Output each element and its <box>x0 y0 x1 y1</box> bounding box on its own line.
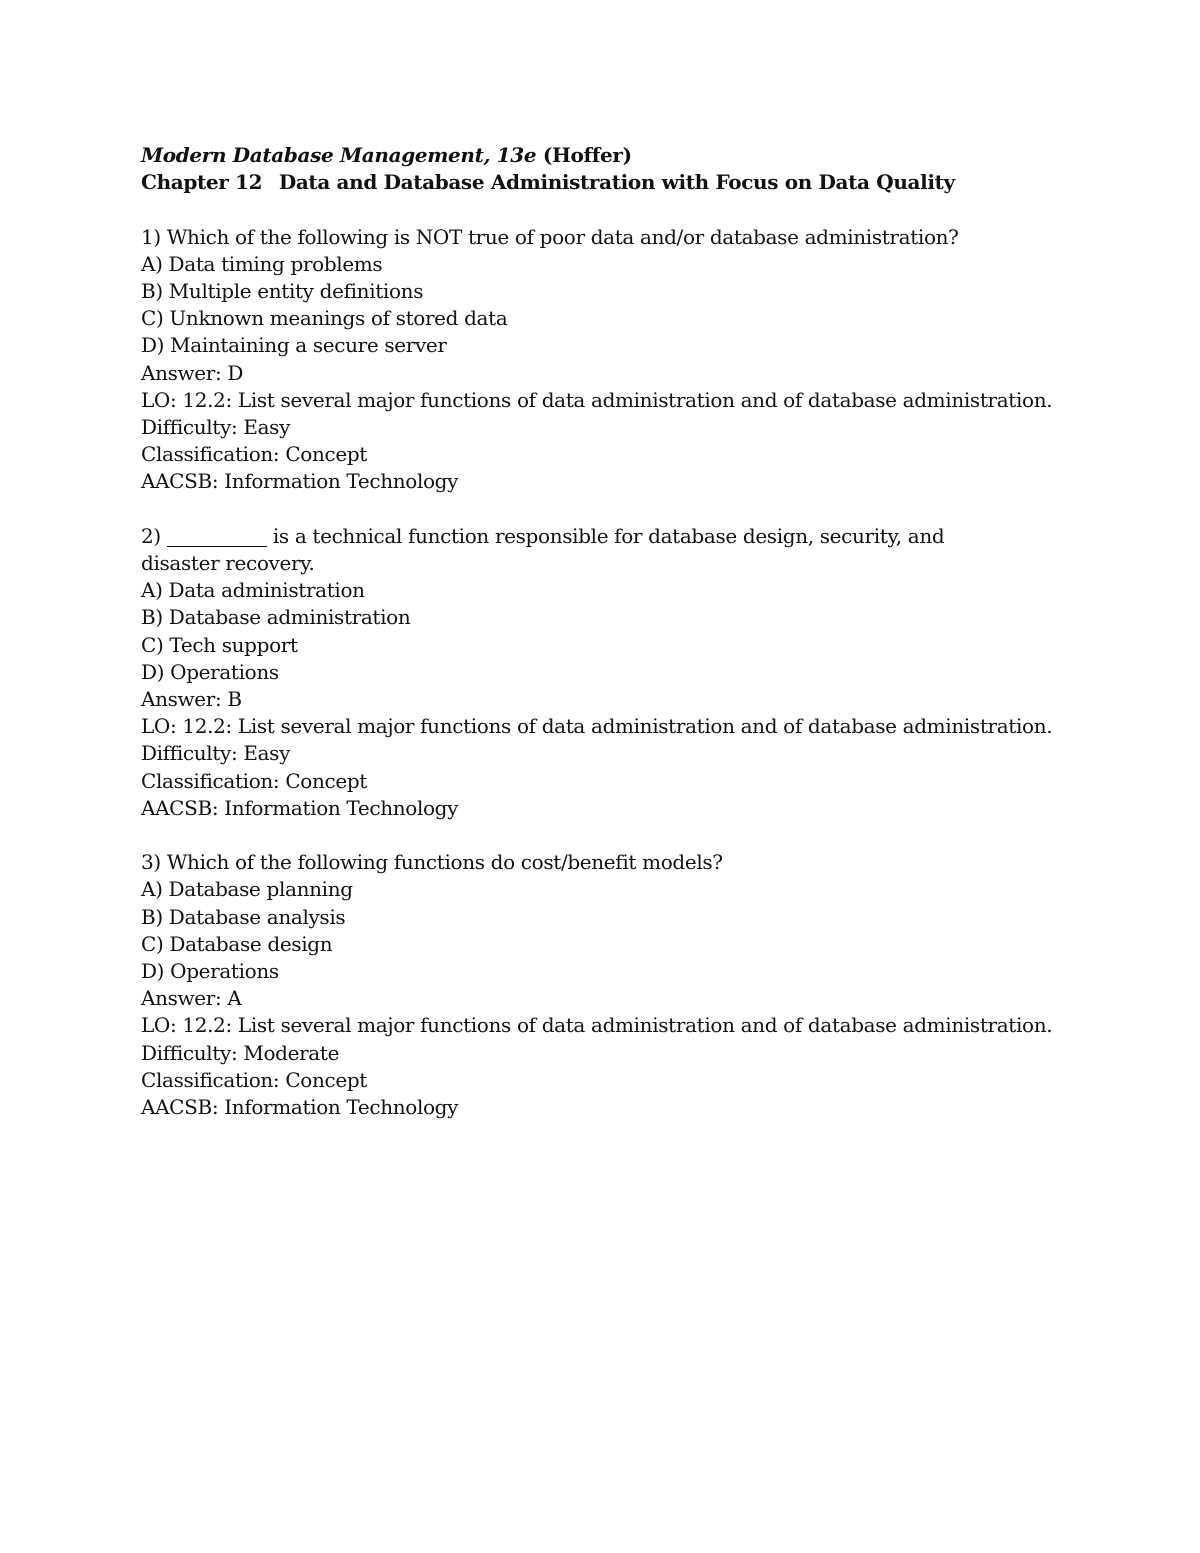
aacsb: AACSB: Information Technology <box>141 1095 459 1120</box>
chapter-title-line <box>141 169 1101 196</box>
book-title: Modern Database Management, 13e <box>141 143 537 167</box>
chapter-label: Chapter 12 <box>141 170 263 195</box>
question-stem <box>141 224 1101 251</box>
option-a: A) Data timing problems <box>141 251 383 276</box>
question-stem <box>141 849 1101 876</box>
question-number: 2) <box>141 523 161 548</box>
option-c: C) Database design <box>141 931 333 956</box>
classification: Classification: Concept <box>141 1067 367 1092</box>
learning-objective: LO: 12.2: List several major functions of data administration and of database administration. <box>141 1013 1053 1038</box>
option-a: A) Data administration <box>141 578 365 603</box>
option-d: D) Maintaining a secure server <box>141 333 447 358</box>
option-b: B) Database administration <box>141 605 411 630</box>
learning-objective: LO: 12.2: List several major functions of data administration and of database administration. <box>141 714 1053 739</box>
question-2 <box>141 523 1101 822</box>
learning-objective: LO: 12.2: List several major functions of data administration and of database administration. <box>141 387 1053 412</box>
question-number: 1) <box>141 224 161 249</box>
question-stem <box>141 523 1001 577</box>
question-text: is a technical function responsible for database design, security, and disaster recovery. <box>141 523 945 576</box>
option-b: B) Multiple entity definitions <box>141 279 424 303</box>
difficulty: Difficulty: Easy <box>141 415 291 440</box>
aacsb: AACSB: Information Technology <box>141 469 459 494</box>
classification: Classification: Concept <box>141 442 367 467</box>
option-d: D) Operations <box>141 959 279 984</box>
question-text: Which of the following functions do cost/benefit models? <box>166 850 723 875</box>
question-text: Which of the following is NOT true of poor data and/or database administration? <box>166 224 959 249</box>
option-d: D) Operations <box>141 659 279 684</box>
question-number: 3) <box>141 850 161 875</box>
answer: Answer: A <box>141 986 242 1011</box>
option-b: B) Database analysis <box>141 904 346 929</box>
answer: Answer: D <box>141 360 244 385</box>
difficulty: Difficulty: Moderate <box>141 1040 340 1065</box>
chapter-title: Data and Database Administration with Focus on Data Quality <box>278 170 955 195</box>
book-title-line <box>141 142 1101 169</box>
difficulty: Difficulty: Easy <box>141 741 291 766</box>
question-1 <box>141 224 1101 496</box>
option-c: C) Tech support <box>141 632 298 657</box>
answer: Answer: B <box>141 687 242 712</box>
aacsb: AACSB: Information Technology <box>141 795 459 820</box>
book-author: (Hoffer) <box>542 143 632 167</box>
fill-in-blank <box>167 526 267 547</box>
classification: Classification: Concept <box>141 768 367 793</box>
document-content <box>141 142 1101 1121</box>
option-a: A) Database planning <box>141 877 353 902</box>
question-3 <box>141 849 1101 1121</box>
option-c: C) Unknown meanings of stored data <box>141 306 508 331</box>
